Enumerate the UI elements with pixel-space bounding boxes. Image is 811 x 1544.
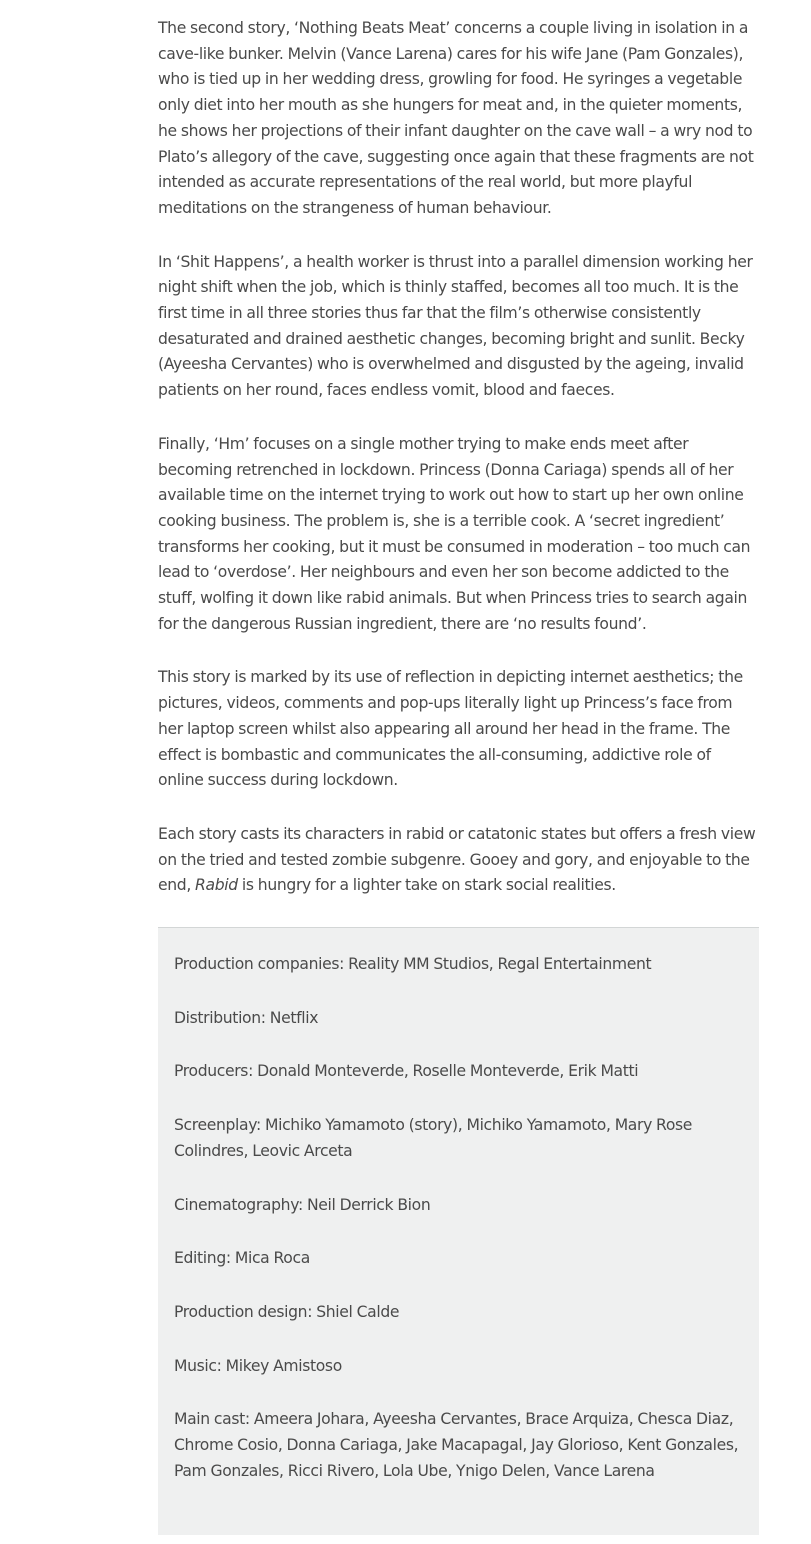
film-title: Rabid [195,876,238,895]
credit-editing: Editing: Mica Roca [174,1249,310,1268]
paragraph-internet-aesthetics: This story is marked by its use of reflection in depicting internet aesthetics; the pictures, videos, comments and pop-ups literally light up Princess’s face from her laptop screen whilst also appearing all around her head in the frame. The effect is bombastic and communicates the all-consuming, addictive role of online success during lockdown. [158,668,743,790]
credit-music: Music: Mikey Amistoso [174,1356,342,1375]
credit-production-design: Production design: Shiel Calde [174,1302,400,1321]
credit-production-companies: Production companies: Reality MM Studios, Regal Entertainment [174,955,652,973]
conclusion-text-start: Each story casts its characters in rabid or catatonic states but offers a fresh view on the tried and tested zombie subgenre. Gooey and gory, and enjoyable to the end, [158,824,756,895]
credit-distribution: Distribution: Netflix [174,1008,319,1027]
paragraph-nothing-beats-meat: The second story, ‘Nothing Beats Meat’ concerns a couple living in isolation in a cave-like bunker. Melvin (Vance Larena) cares for his wife Jane (Pam Gonzales), who is tied up in her wedding dress, growling for food. He syringes a vegetable only diet into her mouth as she hungers for meat and, in the quieter moments, he shows her projections of their infant daughter on the cave wall – a wry nod to Plato’s allegory of the cave, suggesting once again that these fragments are not intended as accurate representations of the real world, but more playful meditations on the strangeness of human behaviour. [158,19,754,217]
credit-cinematography: Cinematography: Neil Derrick Bion [174,1195,431,1214]
credit-main-cast: Main cast: Ameera Johara, Ayeesha Cervantes, Brace Arquiza, Chesca Diaz, Chrome Cosio, Donna Cariaga, Jake Macapagal, Jay Glorioso, Kent Gonzales, Pam Gonzales, Ricci Rivero, Lola Ube, Ynigo Delen, Vance Larena [174,1410,739,1480]
credit-screenplay: Screenplay: Michiko Yamamoto (story), Michiko Yamamoto, Mary Rose Colindres, Leovic Arceta [174,1116,693,1160]
article-body [158,16,760,899]
paragraph-conclusion [158,822,760,899]
film-credits-box [158,927,759,1535]
paragraph-hm: Finally, ‘Hm’ focuses on a single mother trying to make ends meet after becoming retrenched in lockdown. Princess (Donna Cariaga) spends all of her available time on the internet trying to work out how to start up her own online cooking business. The problem is, she is a terrible cook. A ‘secret ingredient’ transforms her cooking, but it must be consumed in moderation – too much can lead to ‘overdose’. Her neighbours and even her son become addicted to the stuff, wolfing it down like rabid animals. But when Princess tries to search again for the dangerous Russian ingredient, there are ‘no results found’. [158,434,751,633]
credit-producers: Producers: Donald Monteverde, Roselle Monteverde, Erik Matti [174,1062,639,1081]
paragraph-shit-happens: In ‘Shit Happens’, a health worker is thrust into a parallel dimension working her night shift when the job, which is thinly staffed, becomes all too much. It is the first time in all three stories thus far that the film’s otherwise consistently desaturated and drained aesthetic changes, becoming bright and sunlit. Becky (Ayeesha Cervantes) who is overwhelmed and disgusted by the ageing, invalid patients on her round, faces endless vomit, blood and faeces. [158,252,753,400]
conclusion-text-end: is hungry for a lighter take on stark social realities. [237,876,616,895]
